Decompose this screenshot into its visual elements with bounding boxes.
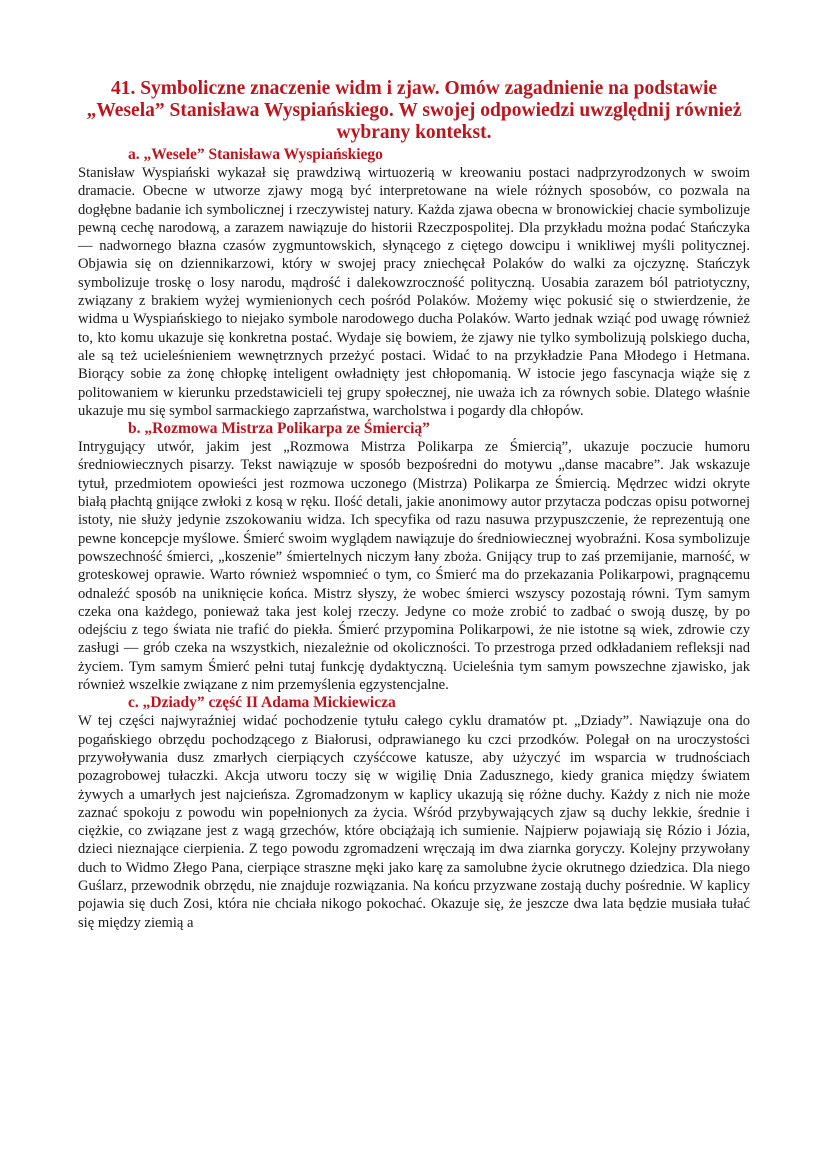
section-heading-b: b. „Rozmowa Mistrza Polikarpa ze Śmiercią” — [128, 420, 430, 438]
page-title: 41. Symboliczne znaczenie widm i zjaw. Omów zagadnienie na podstawie „Wesela” Stanisława Wyspiańskiego. W swojej odpowiedzi uwzględnij również wybrany kontekst. — [86, 78, 742, 143]
document-page — [78, 78, 750, 932]
section-heading-c: c. „Dziady” część II Adama Mickiewicza — [128, 694, 396, 712]
section-b-paragraph: Intrygujący utwór, jakim jest „Rozmowa Mistrza Polikarpa ze Śmiercią”, ukazuje poczucie humoru średniowiecznych pisarzy. Tekst nawiązuje w sposób bezpośredni do motywu „danse macabre”. Jak wskazuje tytuł, przedmiotem opowieści jest rozmowa uczonego (Mistrza) Polikarpa ze Śmiercią. Mędrzec widzi okryte białą płachtą gnijące zwłoki z kosą w ręku. Ilość detali, jakie anonimowy autor przytacza podczas opisu potwornej istoty, nie służy jedynie zszokowaniu widza. Ich specyfika od razu nasuwa przypuszczenie, że reprezentują one pewne koncepcje myślowe. Śmierć swoim wyglądem nawiązuje do średniowiecznej wyobraźni. Kosa symbolizuje powszechność śmierci, „koszenie” śmiertelnych niczym łany zboża. Gnijący trup to zaś przemijanie, marność, w groteskowej oprawie. Warto również wspomnieć o tym, co Śmierć ma do przekazania Polikarpowi, pragnącemu odnaleźć sposób na uniknięcie końca. Mistrz słyszy, że wobec śmierci wszyscy pozostają równi. Tym samym czeka ona każdego, ponieważ taka jest kolej rzeczy. Jedyne co może zrobić to zadbać o swoją duszę, by po odejściu z tego świata nie trafić do piekła. Śmierć przypomina Polikarpowi, że nie istotne są wiek, zdrowie czy zasługi — grób czeka na wszystkich, niezależnie od okoliczności. To przestroga przed odkładaniem refleksji nad życiem. Tym samym Śmierć pełni tutaj funkcję dydaktyczną. Ucieleśnia tym samym powszechne zjawisko, jak również wszelkie związane z nim przemyślenia egzystencjalne. — [78, 439, 750, 694]
section-heading-a: a. „Wesele” Stanisława Wyspiańskiego — [128, 146, 383, 163]
section-c-paragraph: W tej części najwyraźniej widać pochodzenie tytułu całego cyklu dramatów pt. „Dziady”. Nawiązuje ona do pogańskiego obrzędu pochodzącego z Białorusi, odprawianego ku czci przodków. Polegał on na uroczystości przywoływania dusz zmarłych cierpiących czyśćcowe katusze, aby użyczyć im wsparcia w trudnościach pozagrobowej tułaczki. Akcja utworu toczy się w wigilię Dnia Zadusznego, kiedy granica między światem żywych a umarłych jest najcieńsza. Zgromadzonym w kaplicy ukazują się różne duchy. Każdy z nich nie może zaznać spokoju z powodu win popełnionych za życia. Wśród przybywających zjaw są duchy lekkie, średnie i ciężkie, co związane jest z wagą grzechów, które obciążają ich sumienie. Najpierw pojawiają się Rózio i Józia, dzieci nieznające cierpienia. Z tego powodu zgromadzeni wręczają im dwa ziarnka goryczy. Kolejny przywołany duch to Widmo Złego Pana, cierpiące straszne męki jako karę za samolubne życie okrutnego dziedzica. Dla niego Guślarz, przewodnik obrzędu, nie znajduje rozwiązania. Na końcu przyzwane zostają duchy pośrednie. W kaplicy pojawia się duch Zosi, która nie chciała nikogo pokochać. Okazuje się, że jeszcze dwa lata będzie musiała tułać się między ziemią a — [78, 713, 750, 931]
section-a-paragraph: Stanisław Wyspiański wykazał się prawdziwą wirtuozerią w kreowaniu postaci nadprzyrodzonych w swoim dramacie. Obecne w utworze zjawy mogą być interpretowane na wiele różnych sposobów, co pozwala na dogłębne badanie ich symbolicznej i rzeczywistej natury. Każda zjawa obecna w bronowickiej chacie symbolizuje pewną cechę narodową, a zarazem nawiązuje do historii Rzeczpospolitej. Dla przykładu można podać Stańczyka — nadwornego błazna czasów zygmuntowskich, słynącego z ciętego dowcipu i wnikliwej myśli politycznej. Objawia się on dziennikarzowi, który w swojej pracy zniechęcał Polaków do walki za ojczyznę. Stańczyk symbolizuje troskę o losy narodu, mądrość i dalekowzroczność polityczną. Uosabia zarazem ból patriotyczny, związany z brakiem wyżej wymienionych cech pośród Polaków. Możemy więc pokusić się o stwierdzenie, że widma u Wyspiańskiego to niejako symbole narodowego ducha Polaków. Warto jednak wziąć pod uwagę również to, kto komu ukazuje się konkretna postać. Wydaje się bowiem, że zjawy nie tylko symbolizują polskiego ducha, ale są też ucieleśnieniem wewnętrznych przeżyć postaci. Widać to na przykładzie Pana Młodego i Hetmana. Biorący sobie za żonę chłopkę inteligent owładnięty jest chłopomanią. W istocie jego fascynacja wiąże się z politowaniem w kierunku przedstawicieli tej grupy społecznej, nie uważa ich za równych sobie. Dlatego właśnie ukazuje mu się symbol sarmackiego zaprzaństwa, warcholstwa i pogardy dla chłopów. — [78, 165, 750, 419]
